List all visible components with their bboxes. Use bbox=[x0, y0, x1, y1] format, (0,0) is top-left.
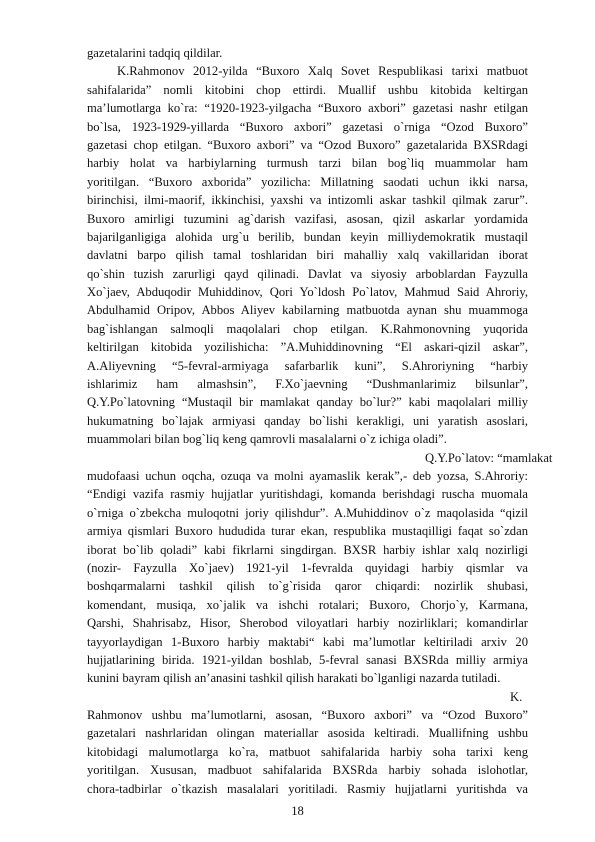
text-line: Abdulhamid Oripov, Abbos Aliyev kabilarning matbuotda aynan shu muammoga bbox=[87, 303, 528, 318]
text-line: Xo`jaev, Abduqodir Muhiddinov, Qori Yo`ldosh Po`latov, Mahmud Said Ahroriy, bbox=[87, 285, 528, 300]
text-line: armiya qismlari Buxoro hududida turar ekan, respublika mustaqilligi faqat so`zdan bbox=[87, 524, 528, 539]
text-line: hujjatlarining birida. 1921-yildan boshlab, 5-fevral sanasi BXSRda milliy armiya bbox=[87, 652, 528, 667]
text-line: mudofaasi uchun oqcha, ozuqa va molni ayamaslik kerak”,- deb yozsa, S.Ahroriy: bbox=[87, 468, 528, 483]
text-line: yoritilgan. Xususan, madbuot sahifalarida BXSRda harbiy sohada islohotlar, bbox=[87, 763, 528, 778]
text-line: gazetalari nashrlaridan olingan materiallar asosida keltiradi. Muallifning ushbu bbox=[87, 726, 528, 741]
text-line: Rahmonov ushbu ma’lumotlarni, asosan, “Buxoro axbori” va “Ozod Buxoro” bbox=[87, 708, 528, 723]
text-line: o`rniga o`zbekcha muloqotni joriy qilishdur”. A.Muhiddinov o`z maqolasida “qizil bbox=[87, 505, 528, 520]
text-line: keltirilgan kitobida yozilishicha: ”A.Muhiddinovning “El askari-qizil askar”, bbox=[87, 340, 528, 355]
text-line: harbiy holat va harbiylarning turmush tarzi bilan bog`liq muammolar ham bbox=[87, 156, 528, 171]
text-line: birinchisi, ilmi-maorif, ikkinchisi, yaxshi va intizomli askar tashkil qilmak zarur”. bbox=[87, 193, 528, 208]
text-line: A.Aliyevning “5-fevral-armiyaga safarbarlik kuni”, S.Ahroriyning “harbiy bbox=[87, 358, 528, 373]
text-line: hukumatning bo`lajak armiyasi qanday bo`lishi kerakligi, uni yaratish asoslari, bbox=[87, 413, 528, 428]
text-line: gazetalarini tadqiq qildilar. bbox=[87, 46, 223, 60]
text-line: chora-tadbirlar o`tkazish masalalari yoritiladi. Rasmiy hujjatlarni yuritishda va bbox=[87, 781, 528, 796]
text-line: ma’lumotlarga ko`ra: “1920-1923-yilgacha “Buxoro axbori” gazetasi nashr etilgan bbox=[87, 101, 528, 116]
text-line: kunini bayram qilish an’anasini tashkil qilish harakati bo`lganligi nazarda tutiladi. bbox=[87, 671, 501, 686]
page-number: 18 bbox=[291, 804, 304, 818]
text-line: Q.Y.Po`latovning “Mustaqil bir mamlakat qanday bo`lur?” kabi maqolalari milliy bbox=[87, 395, 528, 410]
text-line: Buxoro amirligi tuzumini ag`darish vazifasi, asosan, qizil askarlar yordamida bbox=[87, 211, 528, 226]
text-line: K. bbox=[510, 689, 523, 704]
text-line: kitobidagi malumotlarga ko`ra, matbuot sahifalarida harbiy soha tarixi keng bbox=[87, 744, 528, 759]
text-line: muammolari bilan bog`liq keng qamrovli masalalarni o`z ichiga oladi”. bbox=[87, 432, 447, 447]
text-line: gazetasi chop etilgan. “Buxoro axbori” va “Ozod Buxoro” gazetalarida BXSRdagi bbox=[87, 137, 528, 152]
text-line: Q.Y.Po`latov: “mamlakat bbox=[425, 450, 553, 465]
text-line: komendant, musiqa, xo`jalik va ishchi rotalari; Buxoro, Chorjo`y, Karmana, bbox=[87, 597, 528, 612]
text-line: boshqarmalarni tashkil qilish to`g`risida qaror chiqardi: nozirlik shubasi, bbox=[87, 579, 528, 594]
text-line: “Endigi vazifa rasmiy hujjatlar yuritishdagi, komanda berishdagi ruscha muomala bbox=[87, 487, 528, 502]
text-line: yoritilgan. “Buxoro axborida” yozilicha: Millatning saodati uchun ikki narsa, bbox=[87, 174, 528, 189]
text-line: Qarshi, Shahrisabz, Hisor, Sherobod viloyatlari harbiy nozirliklari; komandirlar bbox=[87, 616, 528, 631]
text-line: bag`ishlangan salmoqli maqolalari chop etilgan. K.Rahmonovning yuqorida bbox=[87, 321, 528, 336]
text-line: K.Rahmonov 2012-yilda “Buxoro Xalq Sovet Respublikasi tarixi matbuot bbox=[117, 64, 528, 79]
text-line: ishlarimiz ham almashsin”, F.Xo`jaevning “Dushmanlarimiz bilsunlar”, bbox=[87, 377, 528, 392]
text-line: bo`lsa, 1923-1929-yillarda “Buxoro axbori” gazetasi o`rniga “Ozod Buxoro” bbox=[87, 119, 528, 134]
document-body bbox=[87, 44, 553, 798]
text-line: bajarilganligiga alohida urg`u berilib, bundan keyin milliydemokratik mustaqil bbox=[87, 229, 528, 244]
text-line: iborat bo`lib qoladi” kabi fikrlarni singdirgan. BXSR harbiy ishlar xalq nozirligi bbox=[87, 542, 528, 557]
text-line: (nozir- Fayzulla Xo`jaev) 1921-yil 1-fevralda quyidagi harbiy qismlar va bbox=[87, 560, 528, 575]
text-line: sahifalarida” nomli kitobini chop ettirdi. Muallif ushbu kitobida keltirgan bbox=[87, 82, 528, 97]
text-line: tayyorlaydigan 1-Buxoro harbiy maktabi“ kabi ma’lumotlar keltiriladi arxiv 20 bbox=[87, 634, 528, 649]
text-line: davlatni barpo qilish tamal toshlaridan biri mahalliy xalq vakillaridan iborat bbox=[87, 248, 528, 263]
text-line: qo`shin tuzish zarurligi qayd qilinadi. Davlat va siyosiy arboblardan Fayzulla bbox=[87, 266, 528, 281]
